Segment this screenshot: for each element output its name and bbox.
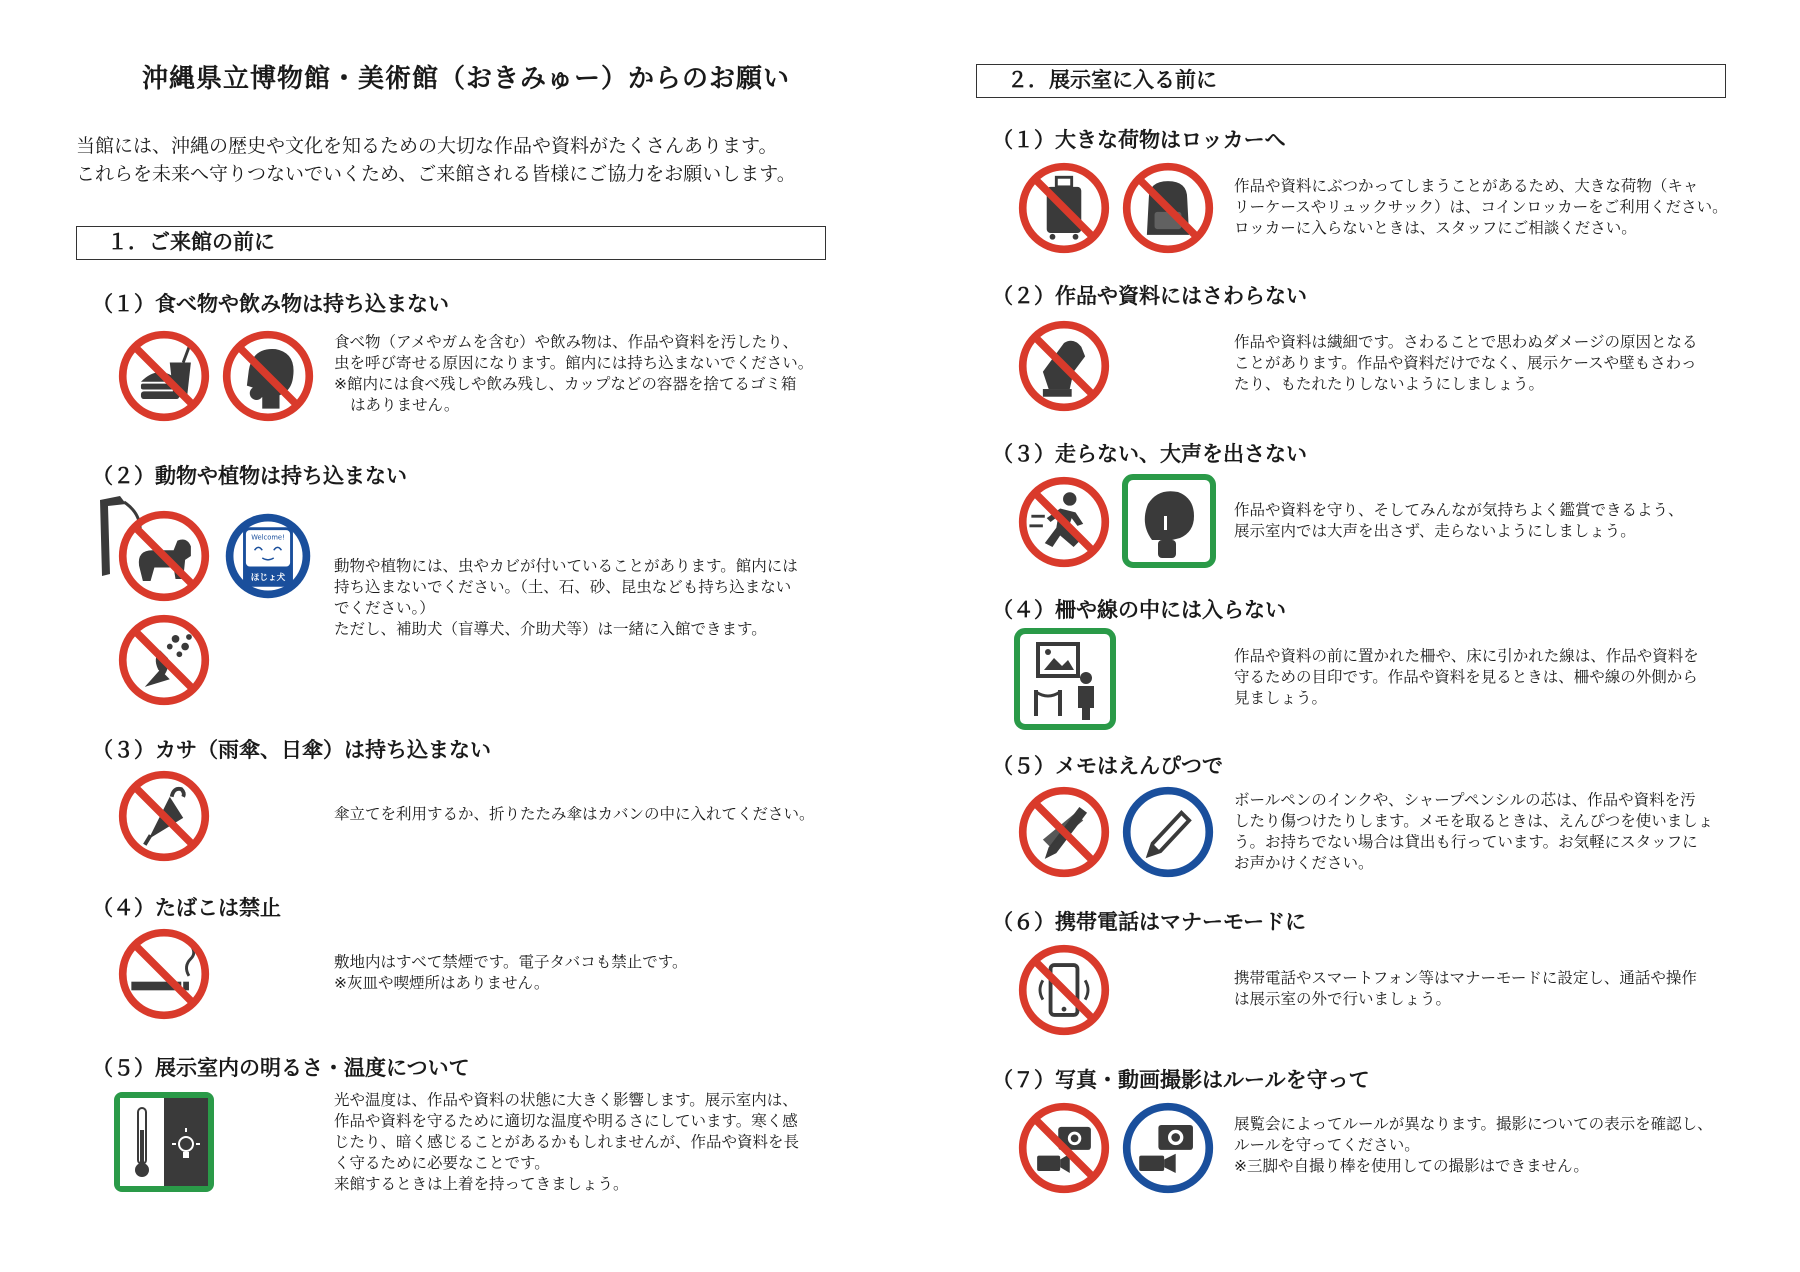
item-description [1234,332,1734,395]
desc-line: したり傷つけたりします。メモを取るときは、えんぴつを使いましょ [1234,812,1714,830]
desc-line: はありません。 [350,396,460,414]
item-heading: （５）メモはえんぴつで [992,754,1223,778]
assist-badge-bottom: ほじょ犬 [250,573,286,583]
no-running-icon [1016,474,1112,570]
item-heading: （１）食べ物や飲み物は持ち込まない [92,292,449,316]
desc-line: 敷地内はすべて禁煙です。電子タバコも禁止です。 [334,953,688,971]
no-backpack-icon [1120,160,1216,256]
item-description [334,1090,834,1195]
no-eating-icon [220,328,316,424]
no-suitcase-icon [1016,160,1112,256]
no-pens-icon [1016,784,1112,880]
item-description [334,952,834,994]
no-smoking-icon [116,926,212,1022]
desc-line: でください。） [334,599,435,617]
item-heading: （７）写真・動画撮影はルールを守って [992,1068,1370,1092]
desc-line: く守るために必要なことです。 [334,1154,550,1172]
assistance-dog-icon [220,508,316,604]
desc-line: お声かけください。 [1234,854,1374,872]
desc-line: 展覧会によってルールが異なります。撮影についての表示を確認し、 [1234,1115,1713,1133]
desc-line: 守るための目印です。作品や資料を見るときは、柵や線の外側から [1234,668,1698,686]
no-touching-icon [1016,318,1112,414]
item-heading: （２）作品や資料にはさわらない [992,284,1307,308]
desc-line: 見ましょう。 [1234,689,1328,707]
item-description [1234,790,1734,874]
no-umbrella-icon [116,768,212,864]
desc-line: じたり、暗く感じることがあるかもしれませんが、作品や資料を長 [334,1133,800,1151]
desc-line: 傘立てを利用するか、折りたたみ傘はカバンの中に入れてください。 [334,805,815,823]
desc-line: ※三脚や自撮り棒を使用しての撮影はできません。 [1234,1157,1589,1175]
desc-line: 作品や資料を守るために適切な温度や明るさにしています。寒く感 [334,1112,798,1130]
desc-line: 作品や資料にぶつかってしまうことがあるため、大きな荷物（キャ [1234,177,1699,195]
pencil-ok-icon [1120,784,1216,880]
intro-line: 当館には、沖縄の歴史や文化を知るための大切な作品や資料がたくさんあります。 [76,135,778,157]
section-heading: ２．展示室に入る前に [976,64,1726,98]
desc-line: 食べ物（アメやガムを含む）や飲み物は、作品や資料を汚したり、 [334,333,799,351]
desc-line: 光や温度は、作品や資料の状態に大きく影響します。展示室内は、 [334,1091,798,1109]
desc-line: ※館内には食べ残しや飲み残し、カップなどの容器を捨てるゴミ箱 [334,375,797,393]
assist-badge-top: Welcome! [251,533,285,542]
item-description [1234,500,1734,542]
desc-line: 作品や資料は繊細です。さわることで思わぬダメージの原因となる [1234,333,1698,351]
item-description [1234,1114,1734,1177]
desc-line: 虫を呼び寄せる原因になります。館内には持ち込まないでください。 [334,354,814,372]
item-heading: （３）走らない、大声を出さない [992,442,1307,466]
desc-line: ※灰皿や喫煙所はありません。 [334,974,550,992]
desc-line: 展示室内では大声を出さず、走らないようにしましょう。 [1234,522,1636,540]
no-food-drink-icon [116,328,212,424]
item-description [334,556,834,640]
no-camera-icon [1016,1100,1112,1196]
page-title: 沖縄県立博物館・美術館（おきみゅー）からのお願い [142,64,791,94]
no-plants-icon [116,612,212,708]
desc-line: 動物や植物には、虫やカビが付いていることがあります。館内には [334,557,798,575]
item-description [1234,968,1734,1010]
desc-line: ただし、補助犬（盲導犬、介助犬等）は一緒に入館できます。 [334,620,767,638]
desc-line: は展示室の外で行いましょう。 [1234,990,1452,1008]
no-pets-icon [116,508,212,604]
camera-ok-icon [1120,1100,1216,1196]
temperature-light-icon [112,1090,216,1194]
section-heading: １．ご来館の前に [76,226,826,260]
item-heading: （４）たばこは禁止 [92,896,281,920]
desc-line: ボールペンのインクや、シャープペンシルの芯は、作品や資料を汚 [1234,791,1696,809]
intro-line: これらを未来へ守りつないでいくため、ご来館される皆様にご協力をお願いします。 [76,163,796,185]
desc-line: ルールを守ってください。 [1234,1136,1420,1154]
desc-line: う。お持ちでない場合は貸出も行っています。お気軽にスタッフに [1234,833,1698,851]
item-heading: （４）柵や線の中には入らない [992,598,1286,622]
item-description [334,332,834,416]
intro-text [76,132,796,188]
item-description [334,804,854,825]
stay-behind-barrier-icon [1014,628,1116,730]
item-heading: （５）展示室内の明るさ・温度について [92,1056,470,1080]
desc-line: リーケースやリュックサック）は、コインロッカーをご利用ください。 [1234,198,1728,216]
desc-line: ロッカーに入らないときは、スタッフにご相談ください。 [1234,219,1637,237]
item-heading: （２）動物や植物は持ち込まない [92,464,407,488]
desc-line: 作品や資料を守り、そしてみんなが気持ちよく鑑賞できるよう、 [1234,501,1684,519]
desc-line: たり、もたれたりしないようにしましょう。 [1234,375,1545,393]
desc-line: 携帯電話やスマートフォン等はマナーモードに設定し、通話や操作 [1234,969,1697,987]
desc-line: ことがあります。作品や資料だけでなく、展示ケースや壁もさわっ [1234,354,1697,372]
quiet-please-icon [1122,474,1216,568]
item-description [1234,176,1734,239]
item-heading: （３）カサ（雨傘、日傘）は持ち込まない [92,738,491,762]
no-phone-icon [1016,942,1112,1038]
item-heading: （６）携帯電話はマナーモードに [992,910,1307,934]
desc-line: 来館するときは上着を持ってきましょう。 [334,1175,629,1193]
item-heading: （１）大きな荷物はロッカーへ [992,128,1286,152]
item-description [1234,646,1734,709]
desc-line: 持ち込まないでください。（土、石、砂、昆虫なども持ち込まない [334,578,792,596]
desc-line: 作品や資料の前に置かれた柵や、床に引かれた線は、作品や資料を [1234,647,1699,665]
